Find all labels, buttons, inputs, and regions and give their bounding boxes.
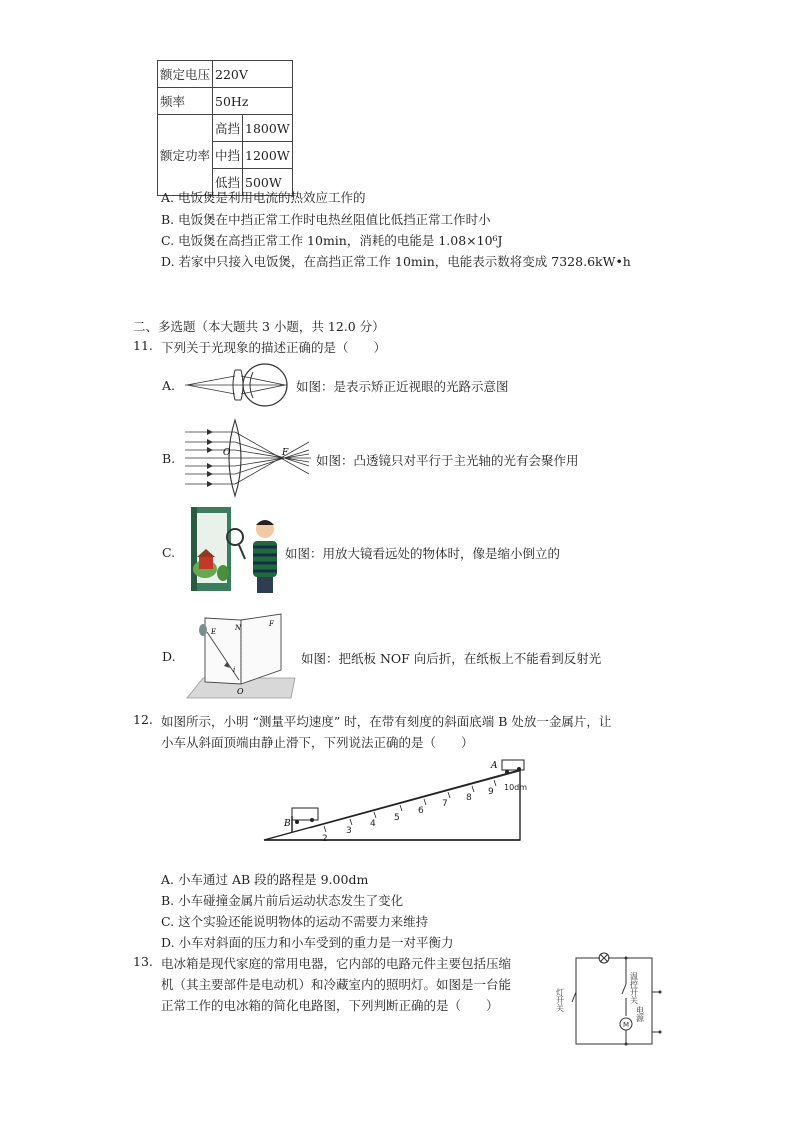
q12-stem-line2: 小车从斜面顶端由静止滑下，下列说法正确的是（ ） (161, 735, 474, 750)
q12-option-a[interactable]: A. 小车通过 AB 段的路程是 9.00dm (161, 872, 369, 887)
q10-option-d[interactable]: D. 若家中只接入电饭煲，在高挡正常工作 10min，电能表示数将变成 7328.6kW•h (161, 254, 631, 269)
q13-stem-line3: 正常工作的电冰箱的简化电路图，下列判断正确的是（ ） (161, 998, 499, 1013)
tick-label: 5 (394, 813, 400, 823)
myopia-eye-figure (183, 362, 293, 408)
gear-label: 高挡 (213, 115, 243, 142)
label-e: E (211, 628, 217, 636)
tick-label: 3 (346, 826, 352, 836)
gear-label: 中挡 (213, 142, 243, 169)
ramp-figure (262, 758, 532, 844)
q11-option-a-text: 如图：是表示矫正近视眼的光路示意图 (296, 379, 509, 394)
q12-option-b[interactable]: B. 小车碰撞金属片前后运动状态发生了变化 (161, 893, 404, 908)
focus-label: F (282, 448, 289, 458)
section-header: 二、多选题（本大题共 3 小题，共 12.0 分） (133, 319, 385, 334)
q13-number: 13. (133, 954, 153, 969)
gear-power: 1200W (243, 142, 293, 169)
thermo-switch-label: 温控开关 (629, 972, 639, 1004)
tick-label: 8 (466, 793, 472, 803)
q11-number: 11. (133, 338, 153, 353)
point-a-label: A (491, 761, 498, 771)
q13-stem-line1: 电冰箱是现代家庭的常用电器，它内部的电路元件主要包括压缩 (161, 956, 512, 971)
q11-option-b-text: 如图：凸透镜只对平行于主光轴的光有会聚作用 (316, 453, 579, 468)
gear-label: 低挡 (213, 169, 243, 196)
lens-center-label: O (223, 448, 231, 458)
q11-option-a-letter[interactable]: A. (162, 378, 176, 393)
label-f: F (269, 620, 274, 628)
q10-option-b[interactable]: B. 电饭煲在中挡正常工作时电热丝阻值比低挡正常工作时小 (161, 212, 491, 227)
label-o: O (237, 687, 244, 696)
q12-number: 12. (133, 712, 153, 727)
rated-voltage-label: 额定电压 (158, 61, 213, 88)
gear-power: 1800W (243, 115, 293, 142)
point-b-label: B (284, 819, 291, 829)
spec-table (157, 60, 293, 196)
tick-label: 6 (418, 806, 424, 816)
q12-option-c[interactable]: C. 这个实验还能说明物体的运动不需要力来维持 (161, 914, 429, 929)
q11-option-b-letter[interactable]: B. (162, 451, 176, 466)
motor-label: M (623, 1021, 630, 1029)
rated-power-label: 额定功率 (158, 115, 213, 196)
q13-stem-line2: 机（其主要部件是电动机）和冷藏室内的照明灯。如图是一台能 (161, 977, 512, 992)
q12-stem-line1: 如图所示，小明 “测量平均速度” 时，在带有刻度的斜面底端 B 处放一金属片，让 (161, 714, 612, 729)
magnifier-figure (183, 503, 283, 595)
tick-label: 2 (322, 834, 328, 844)
tick-label: 7 (442, 799, 448, 809)
tick-label: 9 (488, 787, 494, 797)
q11-option-d-letter[interactable]: D. (162, 649, 176, 664)
q11-option-c-letter[interactable]: C. (162, 545, 176, 560)
q10-option-a[interactable]: A. 电饭煲是利用电流的热效应工作的 (161, 190, 366, 205)
q11-option-c-text: 如图：用放大镜看远处的物体时，像是缩小倒立的 (285, 546, 561, 561)
rated-voltage-value: 220V (213, 61, 293, 88)
q10-option-c[interactable]: C. 电饭煲在高挡正常工作 10min，消耗的电能是 1.08×10⁶J (161, 233, 503, 248)
unit-label: 10dm (504, 783, 528, 792)
label-i: i (233, 666, 236, 674)
frequency-value: 50Hz (213, 88, 293, 115)
frequency-label: 频率 (158, 88, 213, 115)
q11-option-d-text: 如图：把纸板 NOF 向后折，在纸板上不能看到反射光 (301, 651, 602, 666)
tick-label: 4 (370, 819, 376, 829)
fridge-circuit-figure (556, 948, 666, 1048)
reflection-board-figure (183, 612, 295, 700)
q11-stem: 下列关于光现象的描述正确的是（ ） (161, 340, 387, 355)
gear-power: 500W (243, 169, 293, 196)
label-n: N (235, 624, 242, 632)
lamp-switch-label: 灯开关 (555, 988, 565, 1012)
q12-option-d[interactable]: D. 小车对斜面的压力和小车受到的重力是一对平衡力 (161, 935, 454, 950)
cart-at-b (292, 808, 318, 824)
convex-lens-figure (183, 418, 313, 498)
power-label: 电源 (635, 1006, 645, 1022)
